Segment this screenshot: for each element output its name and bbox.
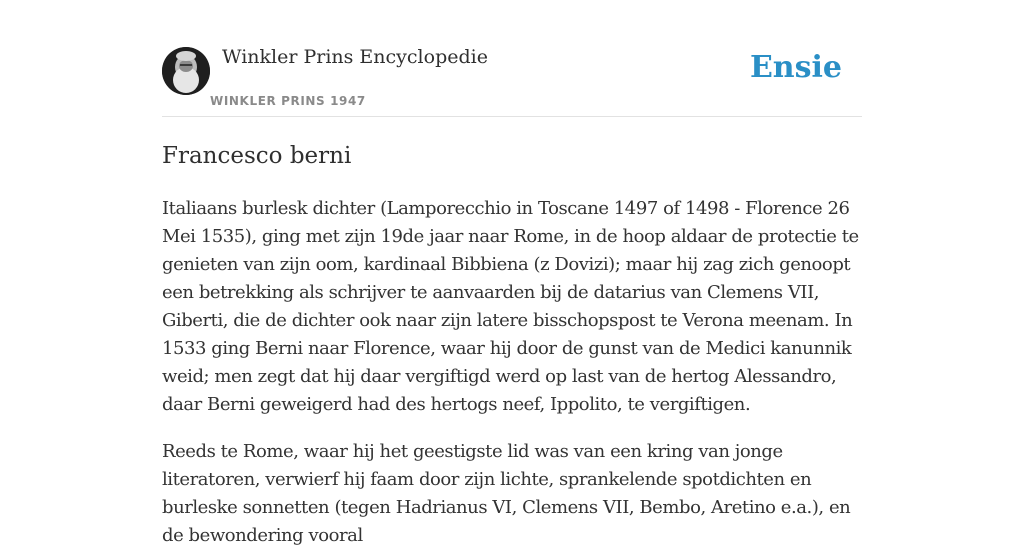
article-title: Francesco berni xyxy=(162,143,352,169)
page-container xyxy=(162,0,862,550)
bearded-man-portrait-icon xyxy=(162,47,210,95)
brand-logo[interactable]: Ensie xyxy=(749,50,842,85)
header xyxy=(162,0,862,117)
site-title[interactable]: Winkler Prins Encyclopedie xyxy=(222,46,488,68)
avatar[interactable] xyxy=(162,47,210,95)
article-paragraph: Italiaans burlesk dichter (Lamporecchio in Toscane 1497 of 1498 - Florence 26 Mei 1535), ging met zijn 19de jaar naar Rome, in de hoop aldaar de protectie te genieten van zijn oom, kardinaal Bibbiena (z Dovizi); maar hij zag zich genoopt een betrekking als schrijver te aanvaarden bij de datarius van Clemens VII, Giberti, die de dichter ook naar zijn latere bisschopspost te Verona meenam. In 1533 ging Berni naar Florence, waar hij door de gunst van de Medici kanunnik weid; men zegt dat hij daar vergiftigd werd op last van de hertog Alessandro, daar Berni geweigerd had des hertogs neef, Ippolito, te vergiftigen. xyxy=(162,198,859,415)
source-label[interactable]: WINKLER PRINS 1947 xyxy=(210,94,366,108)
article-paragraph: Reeds te Rome, waar hij het geestigste lid was van een kring van jonge literatoren, verwierf hij faam door zijn lichte, sprankelende spotdichten en burleske sonnetten (tegen Hadrianus VI, Clemens VII, Bembo, Aretino e.a.), en de bewondering vooral xyxy=(162,441,851,546)
